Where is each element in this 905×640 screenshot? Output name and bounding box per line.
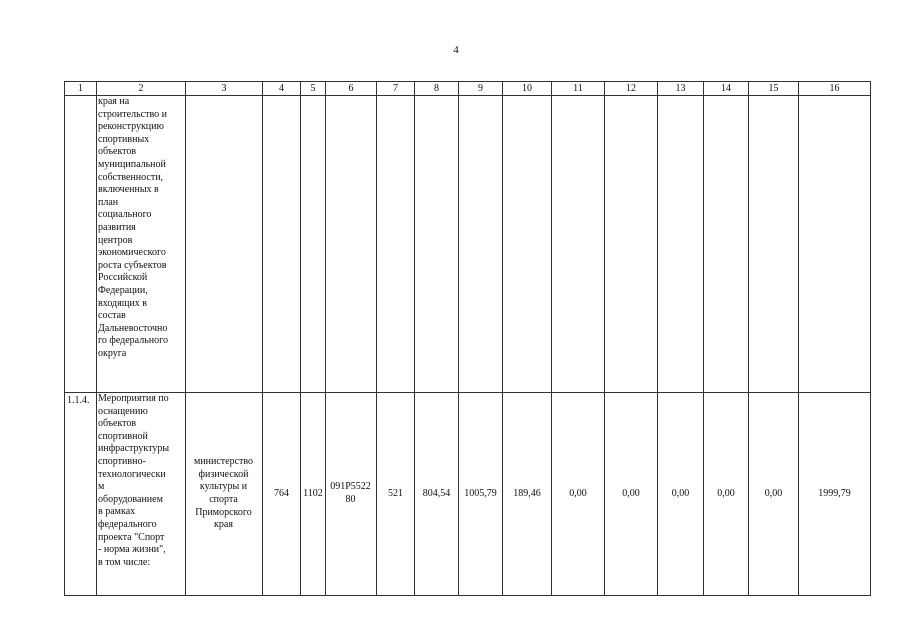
row-number-cell: 1.1.4. (65, 393, 97, 596)
column-number: 9 (459, 82, 503, 96)
page-number: 4 (453, 44, 459, 56)
column-number: 11 (552, 82, 605, 96)
column-number: 5 (301, 82, 326, 96)
value-cell: 0,00 (749, 393, 799, 596)
column-number: 10 (503, 82, 552, 96)
column-number: 15 (749, 82, 799, 96)
empty-cell (605, 96, 658, 393)
column-number-row (65, 82, 871, 96)
empty-cell (326, 96, 377, 393)
column-number: 2 (97, 82, 186, 96)
column-number: 12 (605, 82, 658, 96)
budget-table (64, 81, 871, 596)
total-cell: 1999,79 (799, 393, 871, 596)
table-row (65, 393, 871, 596)
column-number: 16 (799, 82, 871, 96)
empty-cell (552, 96, 605, 393)
responsible-cell: министерство физической культуры и спорта Приморского края (186, 393, 263, 596)
empty-cell (704, 96, 749, 393)
description-cell: края на строительство и реконструкцию спортивных объектов муниципальной собственности, включенных в план социального развития центров экономического роста субъектов Российской Федерации, входящих в состав Дальневосточно го федерального округа (97, 96, 186, 393)
column-number: 6 (326, 82, 377, 96)
empty-cell (377, 96, 415, 393)
value-cell: 189,46 (503, 393, 552, 596)
target-article-cell: 091P5522 80 (326, 393, 377, 596)
column-number: 4 (263, 82, 301, 96)
empty-cell (459, 96, 503, 393)
column-number: 14 (704, 82, 749, 96)
empty-cell (658, 96, 704, 393)
empty-cell (799, 96, 871, 393)
empty-cell (749, 96, 799, 393)
empty-cell (186, 96, 263, 393)
column-number: 13 (658, 82, 704, 96)
empty-cell (301, 96, 326, 393)
value-cell: 0,00 (552, 393, 605, 596)
column-number: 7 (377, 82, 415, 96)
value-cell: 0,00 (605, 393, 658, 596)
column-number: 3 (186, 82, 263, 96)
empty-cell (503, 96, 552, 393)
column-number: 1 (65, 82, 97, 96)
empty-cell (263, 96, 301, 393)
value-cell: 0,00 (658, 393, 704, 596)
row-number-cell (65, 96, 97, 393)
description-cell: Мероприятия по оснащению объектов спортивной инфраструктуры спортивно- технологически м оборудованием в рамках федерального проекта "Спорт - норма жизни", в том числе: (97, 393, 186, 596)
expense-type-cell: 521 (377, 393, 415, 596)
column-number: 8 (415, 82, 459, 96)
value-cell: 1005,79 (459, 393, 503, 596)
empty-cell (415, 96, 459, 393)
value-cell: 804,54 (415, 393, 459, 596)
table-row (65, 96, 871, 393)
grbs-code-cell: 764 (263, 393, 301, 596)
section-code-cell: 1102 (301, 393, 326, 596)
value-cell: 0,00 (704, 393, 749, 596)
